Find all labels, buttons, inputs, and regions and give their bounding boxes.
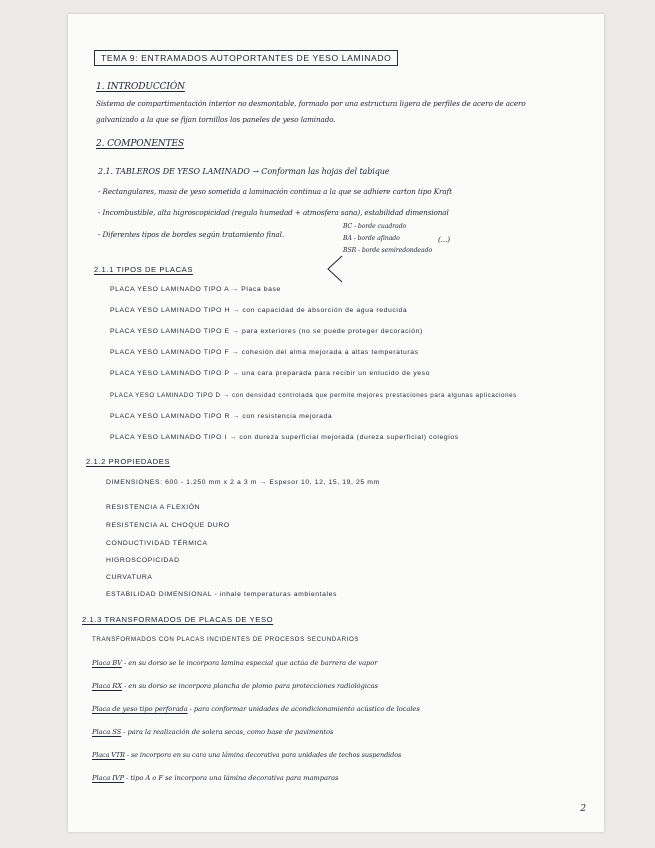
tableros-heading: 2.1. TABLEROS DE YESO LAMINADO → Conforman las hojas del tabique: [98, 167, 390, 176]
prop-choque: RESISTENCIA AL CHOQUE DURO: [106, 522, 230, 529]
transformado-bv-text: - en su dorso se le incorpora lamina especial que actúa de barrera de vapor: [124, 659, 378, 667]
tipo-r: PLACA YESO LAMINADO TIPO R → con resistencia mejorada: [110, 413, 333, 420]
tipo-a: PLACA YESO LAMINADO TIPO A → Placa base: [110, 286, 281, 293]
prop-estabilidad: ESTABILIDAD DIMENSIONAL - inhale temperaturas ambientales: [106, 591, 338, 598]
prop-higroscopicidad: HIGROSCOPICIDAD: [106, 557, 180, 564]
transformado-perforada-label: Placa de yeso tipo perforada: [92, 705, 188, 713]
transformado-rx-label: Placa RX: [92, 682, 122, 690]
intro-line-1: Sistema de compartimentación interior no desmontable, formado por una estructura ligera de perfiles de acero de acero: [96, 99, 526, 108]
borde-bsr: BSR - borde semiredondeado: [343, 247, 433, 254]
transformado-ss: [92, 728, 333, 736]
transformado-ss-label: Placa SS: [92, 728, 122, 736]
bordes-etc: (...): [438, 235, 450, 244]
transformado-rx: [92, 682, 378, 690]
tableros-bullet-2: - Incombustible, alta higroscopicidad (regula humedad + atmosfera sana), estabilidad dimensional: [98, 208, 449, 217]
transformado-ivp-label: Placa IVP: [92, 774, 125, 782]
tipo-e: PLACA YESO LAMINADO TIPO E → para exteriores (no se puede proteger decoración): [110, 328, 423, 335]
transformado-ivp-text: - tipo A o F se incorpora una lámina decorativa para mamparas: [126, 774, 339, 782]
transformado-bv: [92, 659, 377, 667]
borde-ba: BA - borde afinado: [343, 235, 400, 242]
notebook-page: [68, 14, 604, 832]
intro-heading: 1. INTRODUCCIÓN: [96, 82, 185, 92]
transformados-heading: 2.1.3 TRANSFORMADOS DE PLACAS DE YESO: [82, 615, 274, 624]
tipo-f: PLACA YESO LAMINADO TIPO F → cohesión del alma mejorada a altas temperaturas: [110, 349, 419, 356]
tipo-d: PLACA YESO LAMINADO TIPO D → con densidad controlada que permite mejores prestaciones para algunas aplicaciones: [110, 392, 517, 399]
components-heading: 2. COMPONENTES: [96, 139, 185, 149]
transformado-vtr: [92, 751, 401, 759]
prop-curvatura: CURVATURA: [106, 574, 153, 581]
brace-icon: [324, 254, 344, 284]
page-title: TEMA 9: ENTRAMADOS AUTOPORTANTES DE YESO LAMINADO: [94, 50, 398, 66]
dimensiones: DIMENSIONES: 600 - 1.250 mm x 2 a 3 m → Espesor 10, 12, 15, 19, 25 mm: [106, 479, 380, 486]
tipo-h: PLACA YESO LAMINADO TIPO H → con capacidad de absorción de agua reducida: [110, 307, 408, 314]
transformado-ivp: [92, 774, 338, 782]
tipos-heading: 2.1.1 TIPOS DE PLACAS: [94, 265, 193, 274]
tableros-bullet-1: - Rectangulares, masa de yeso sometida a laminación continua a la que se adhiere carton tipo Kraft: [98, 187, 452, 196]
intro-line-2: galvanizado a la que se fijan tornillos los paneles de yeso laminado.: [96, 115, 336, 124]
prop-flexion: RESISTENCIA A FLEXIÓN: [106, 504, 201, 511]
transformado-ss-text: - para la realización de solera secas, como base de pavimentos: [123, 728, 334, 736]
page-number: 2: [580, 804, 586, 814]
borde-bc: BC - borde cuadrado: [343, 223, 407, 230]
prop-conductividad: CONDUCTIVIDAD TÉRMICA: [106, 540, 208, 547]
transformado-vtr-label: Placa VTR: [92, 751, 125, 759]
transformado-perforada-text: - para conformar unidades de acondicionamiento acústico de locales: [189, 705, 420, 713]
transformado-perforada: [92, 705, 420, 713]
tipo-p: PLACA YESO LAMINADO TIPO P → una cara preparada para recibir un enlucido de yeso: [110, 370, 431, 377]
tableros-bullet-3: - Diferentes tipos de bordes según tratamiento final.: [98, 230, 285, 239]
tipo-i: PLACA YESO LAMINADO TIPO I → con dureza superficial mejorada (dureza superficial) colegios: [110, 434, 459, 441]
propiedades-heading: 2.1.2 PROPIEDADES: [86, 457, 171, 466]
transformado-bv-label: Placa BV: [92, 659, 122, 667]
transformado-vtr-text: - se incorpora en su cara una lámina decorativa para unidades de techos suspendidos: [126, 751, 402, 759]
transformado-rx-text: - en su dorso se incorpora plancha de plomo para protecciones radiológicas: [124, 682, 378, 690]
transformados-intro: TRANSFORMADOS CON PLACAS INCIDENTES DE PROCESOS SECUNDARIOS: [92, 636, 360, 643]
